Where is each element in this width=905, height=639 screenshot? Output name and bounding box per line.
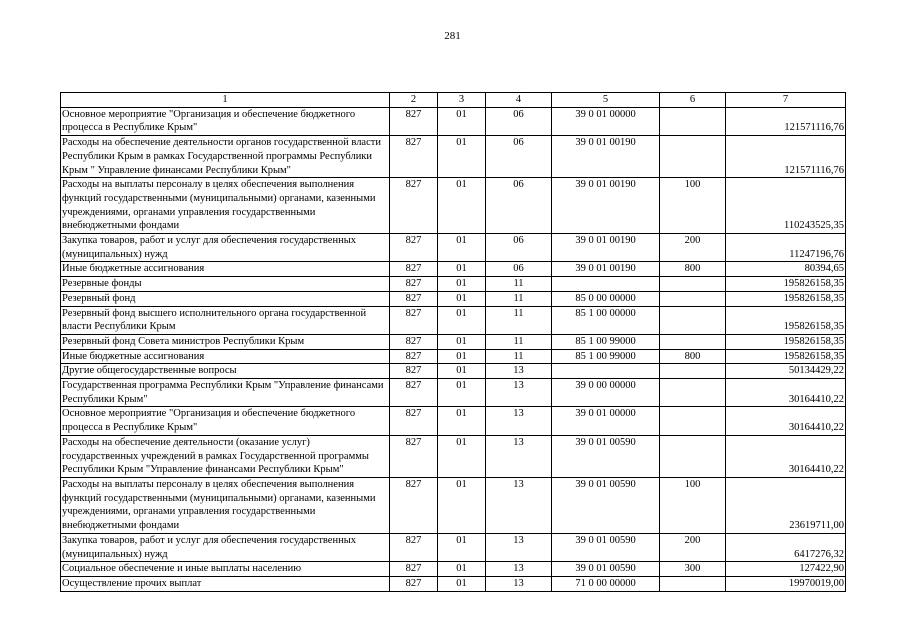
row-target-cell: 85 1 00 00000 [552,306,660,334]
row-type-cell [660,379,726,407]
row-name-cell: Осуществление прочих выплат [61,576,390,591]
table-row [61,533,846,561]
row-target-cell: 39 0 01 00590 [552,533,660,561]
row-target-cell: 85 0 00 00000 [552,291,660,306]
row-type-cell: 200 [660,234,726,262]
table-row [61,576,846,591]
row-target-cell: 39 0 01 00190 [552,136,660,178]
row-subsection-cell: 11 [486,291,552,306]
row-name-cell: Резервные фонды [61,277,390,292]
row-type-cell: 300 [660,562,726,577]
row-name-cell: Государственная программа Республики Крым "Управление финансами Республики Крым" [61,379,390,407]
row-subsection-cell: 06 [486,107,552,135]
row-admin-cell: 827 [390,379,438,407]
row-name-cell: Основное мероприятие "Организация и обеспечение бюджетного процесса в Республике Крым" [61,407,390,435]
row-admin-cell: 827 [390,178,438,234]
row-admin-cell: 827 [390,364,438,379]
row-amount-cell: 80394,65 [726,262,846,277]
row-amount-cell: 30164410,22 [726,435,846,477]
row-target-cell: 39 0 01 00000 [552,407,660,435]
row-section-cell: 01 [438,364,486,379]
row-section-cell: 01 [438,533,486,561]
row-target-cell: 39 0 01 00190 [552,178,660,234]
page-number: 281 [444,30,461,42]
row-amount-cell: 19970019,00 [726,576,846,591]
row-target-cell: 39 0 00 00000 [552,379,660,407]
row-name-cell: Резервный фонд [61,291,390,306]
row-name-cell: Расходы на обеспечение деятельности органов государственной власти Республики Крым в рамках Государственной программы Республики Крым " Управление финансами Республики Крым" [61,136,390,178]
table-row [61,435,846,477]
row-subsection-cell: 11 [486,277,552,292]
table-row [61,277,846,292]
row-type-cell: 100 [660,178,726,234]
table-row [61,477,846,533]
row-admin-cell: 827 [390,234,438,262]
row-subsection-cell: 13 [486,379,552,407]
row-subsection-cell: 06 [486,262,552,277]
row-name-cell: Закупка товаров, работ и услуг для обеспечения государственных (муниципальных) нужд [61,234,390,262]
row-target-cell: 85 1 00 99000 [552,349,660,364]
row-admin-cell: 827 [390,262,438,277]
row-name-cell: Расходы на выплаты персоналу в целях обеспечения выполнения функций государственными (муниципальными) органами, казенными учреждениями, органами управления государственными внебюджетными фондами [61,178,390,234]
budget-table [60,92,846,592]
row-target-cell [552,277,660,292]
row-section-cell: 01 [438,107,486,135]
row-section-cell: 01 [438,435,486,477]
row-admin-cell: 827 [390,435,438,477]
row-subsection-cell: 13 [486,435,552,477]
column-header-amount: 7 [726,93,846,108]
row-name-cell: Резервный фонд высшего исполнительного органа государственной власти Республики Крым [61,306,390,334]
row-section-cell: 01 [438,306,486,334]
row-name-cell: Резервный фонд Совета министров Республики Крым [61,334,390,349]
row-name-cell: Расходы на выплаты персоналу в целях обеспечения выполнения функций государственными (муниципальными) органами, казенными учреждениями, органами управления государственными внебюджетными фондами [61,477,390,533]
row-subsection-cell: 13 [486,562,552,577]
row-admin-cell: 827 [390,533,438,561]
row-admin-cell: 827 [390,136,438,178]
row-type-cell [660,364,726,379]
row-name-cell: Основное мероприятие "Организация и обеспечение бюджетного процесса в Республике Крым" [61,107,390,135]
row-section-cell: 01 [438,277,486,292]
row-type-cell [660,277,726,292]
table-row [61,334,846,349]
row-section-cell: 01 [438,379,486,407]
row-section-cell: 01 [438,349,486,364]
column-header-section: 3 [438,93,486,108]
table-row [61,178,846,234]
row-type-cell [660,136,726,178]
row-subsection-cell: 11 [486,349,552,364]
row-admin-cell: 827 [390,576,438,591]
row-subsection-cell: 13 [486,407,552,435]
row-type-cell [660,291,726,306]
table-row [61,562,846,577]
header-row [61,93,846,108]
row-section-cell: 01 [438,562,486,577]
row-name-cell: Расходы на обеспечение деятельности (оказание услуг) государственных учреждений в рамках Государственной программы Республики Крым "Управление финансами Республики Крым" [61,435,390,477]
row-target-cell: 71 0 00 00000 [552,576,660,591]
row-subsection-cell: 13 [486,533,552,561]
row-amount-cell: 6417276,32 [726,533,846,561]
table-row [61,107,846,135]
row-target-cell: 39 0 01 00590 [552,477,660,533]
row-section-cell: 01 [438,477,486,533]
row-name-cell: Другие общегосударственные вопросы [61,364,390,379]
row-admin-cell: 827 [390,477,438,533]
row-type-cell [660,435,726,477]
table-row [61,262,846,277]
row-type-cell: 100 [660,477,726,533]
row-name-cell: Иные бюджетные ассигнования [61,349,390,364]
row-subsection-cell: 06 [486,234,552,262]
row-target-cell: 39 0 01 00190 [552,234,660,262]
row-subsection-cell: 13 [486,364,552,379]
row-section-cell: 01 [438,178,486,234]
row-section-cell: 01 [438,407,486,435]
column-header-target: 5 [552,93,660,108]
row-subsection-cell: 06 [486,178,552,234]
row-admin-cell: 827 [390,334,438,349]
row-admin-cell: 827 [390,291,438,306]
row-amount-cell: 121571116,76 [726,107,846,135]
row-admin-cell: 827 [390,407,438,435]
row-type-cell [660,334,726,349]
row-name-cell: Социальное обеспечение и иные выплаты населению [61,562,390,577]
row-amount-cell: 110243525,35 [726,178,846,234]
row-section-cell: 01 [438,291,486,306]
row-section-cell: 01 [438,576,486,591]
row-type-cell: 200 [660,533,726,561]
table-row [61,306,846,334]
row-amount-cell: 195826158,35 [726,349,846,364]
row-name-cell: Иные бюджетные ассигнования [61,262,390,277]
row-subsection-cell: 06 [486,136,552,178]
row-amount-cell: 30164410,22 [726,407,846,435]
row-subsection-cell: 11 [486,334,552,349]
table-row [61,379,846,407]
row-admin-cell: 827 [390,107,438,135]
row-subsection-cell: 11 [486,306,552,334]
row-name-cell: Закупка товаров, работ и услуг для обеспечения государственных (муниципальных) нужд [61,533,390,561]
row-target-cell: 39 0 01 00190 [552,262,660,277]
row-target-cell: 39 0 01 00590 [552,435,660,477]
row-target-cell [552,364,660,379]
row-section-cell: 01 [438,234,486,262]
row-type-cell [660,107,726,135]
row-admin-cell: 827 [390,277,438,292]
row-amount-cell: 195826158,35 [726,334,846,349]
row-amount-cell: 30164410,22 [726,379,846,407]
row-target-cell: 85 1 00 99000 [552,334,660,349]
row-admin-cell: 827 [390,349,438,364]
row-type-cell: 800 [660,349,726,364]
row-section-cell: 01 [438,334,486,349]
row-type-cell [660,306,726,334]
row-type-cell: 800 [660,262,726,277]
column-header-name: 1 [61,93,390,108]
column-header-admin: 2 [390,93,438,108]
row-amount-cell: 23619711,00 [726,477,846,533]
row-subsection-cell: 13 [486,576,552,591]
row-type-cell [660,576,726,591]
table-row [61,364,846,379]
table-row [61,407,846,435]
table-row [61,349,846,364]
row-subsection-cell: 13 [486,477,552,533]
row-section-cell: 01 [438,136,486,178]
column-header-type: 6 [660,93,726,108]
row-admin-cell: 827 [390,562,438,577]
row-target-cell: 39 0 01 00590 [552,562,660,577]
table-row [61,136,846,178]
row-section-cell: 01 [438,262,486,277]
row-amount-cell: 121571116,76 [726,136,846,178]
table-row [61,291,846,306]
table-body [61,107,846,591]
row-admin-cell: 827 [390,306,438,334]
row-amount-cell: 127422,90 [726,562,846,577]
row-amount-cell: 50134429,22 [726,364,846,379]
row-amount-cell: 195826158,35 [726,291,846,306]
row-amount-cell: 11247196,76 [726,234,846,262]
column-header-subsection: 4 [486,93,552,108]
row-amount-cell: 195826158,35 [726,277,846,292]
row-amount-cell: 195826158,35 [726,306,846,334]
row-target-cell: 39 0 01 00000 [552,107,660,135]
row-type-cell [660,407,726,435]
table-row [61,234,846,262]
